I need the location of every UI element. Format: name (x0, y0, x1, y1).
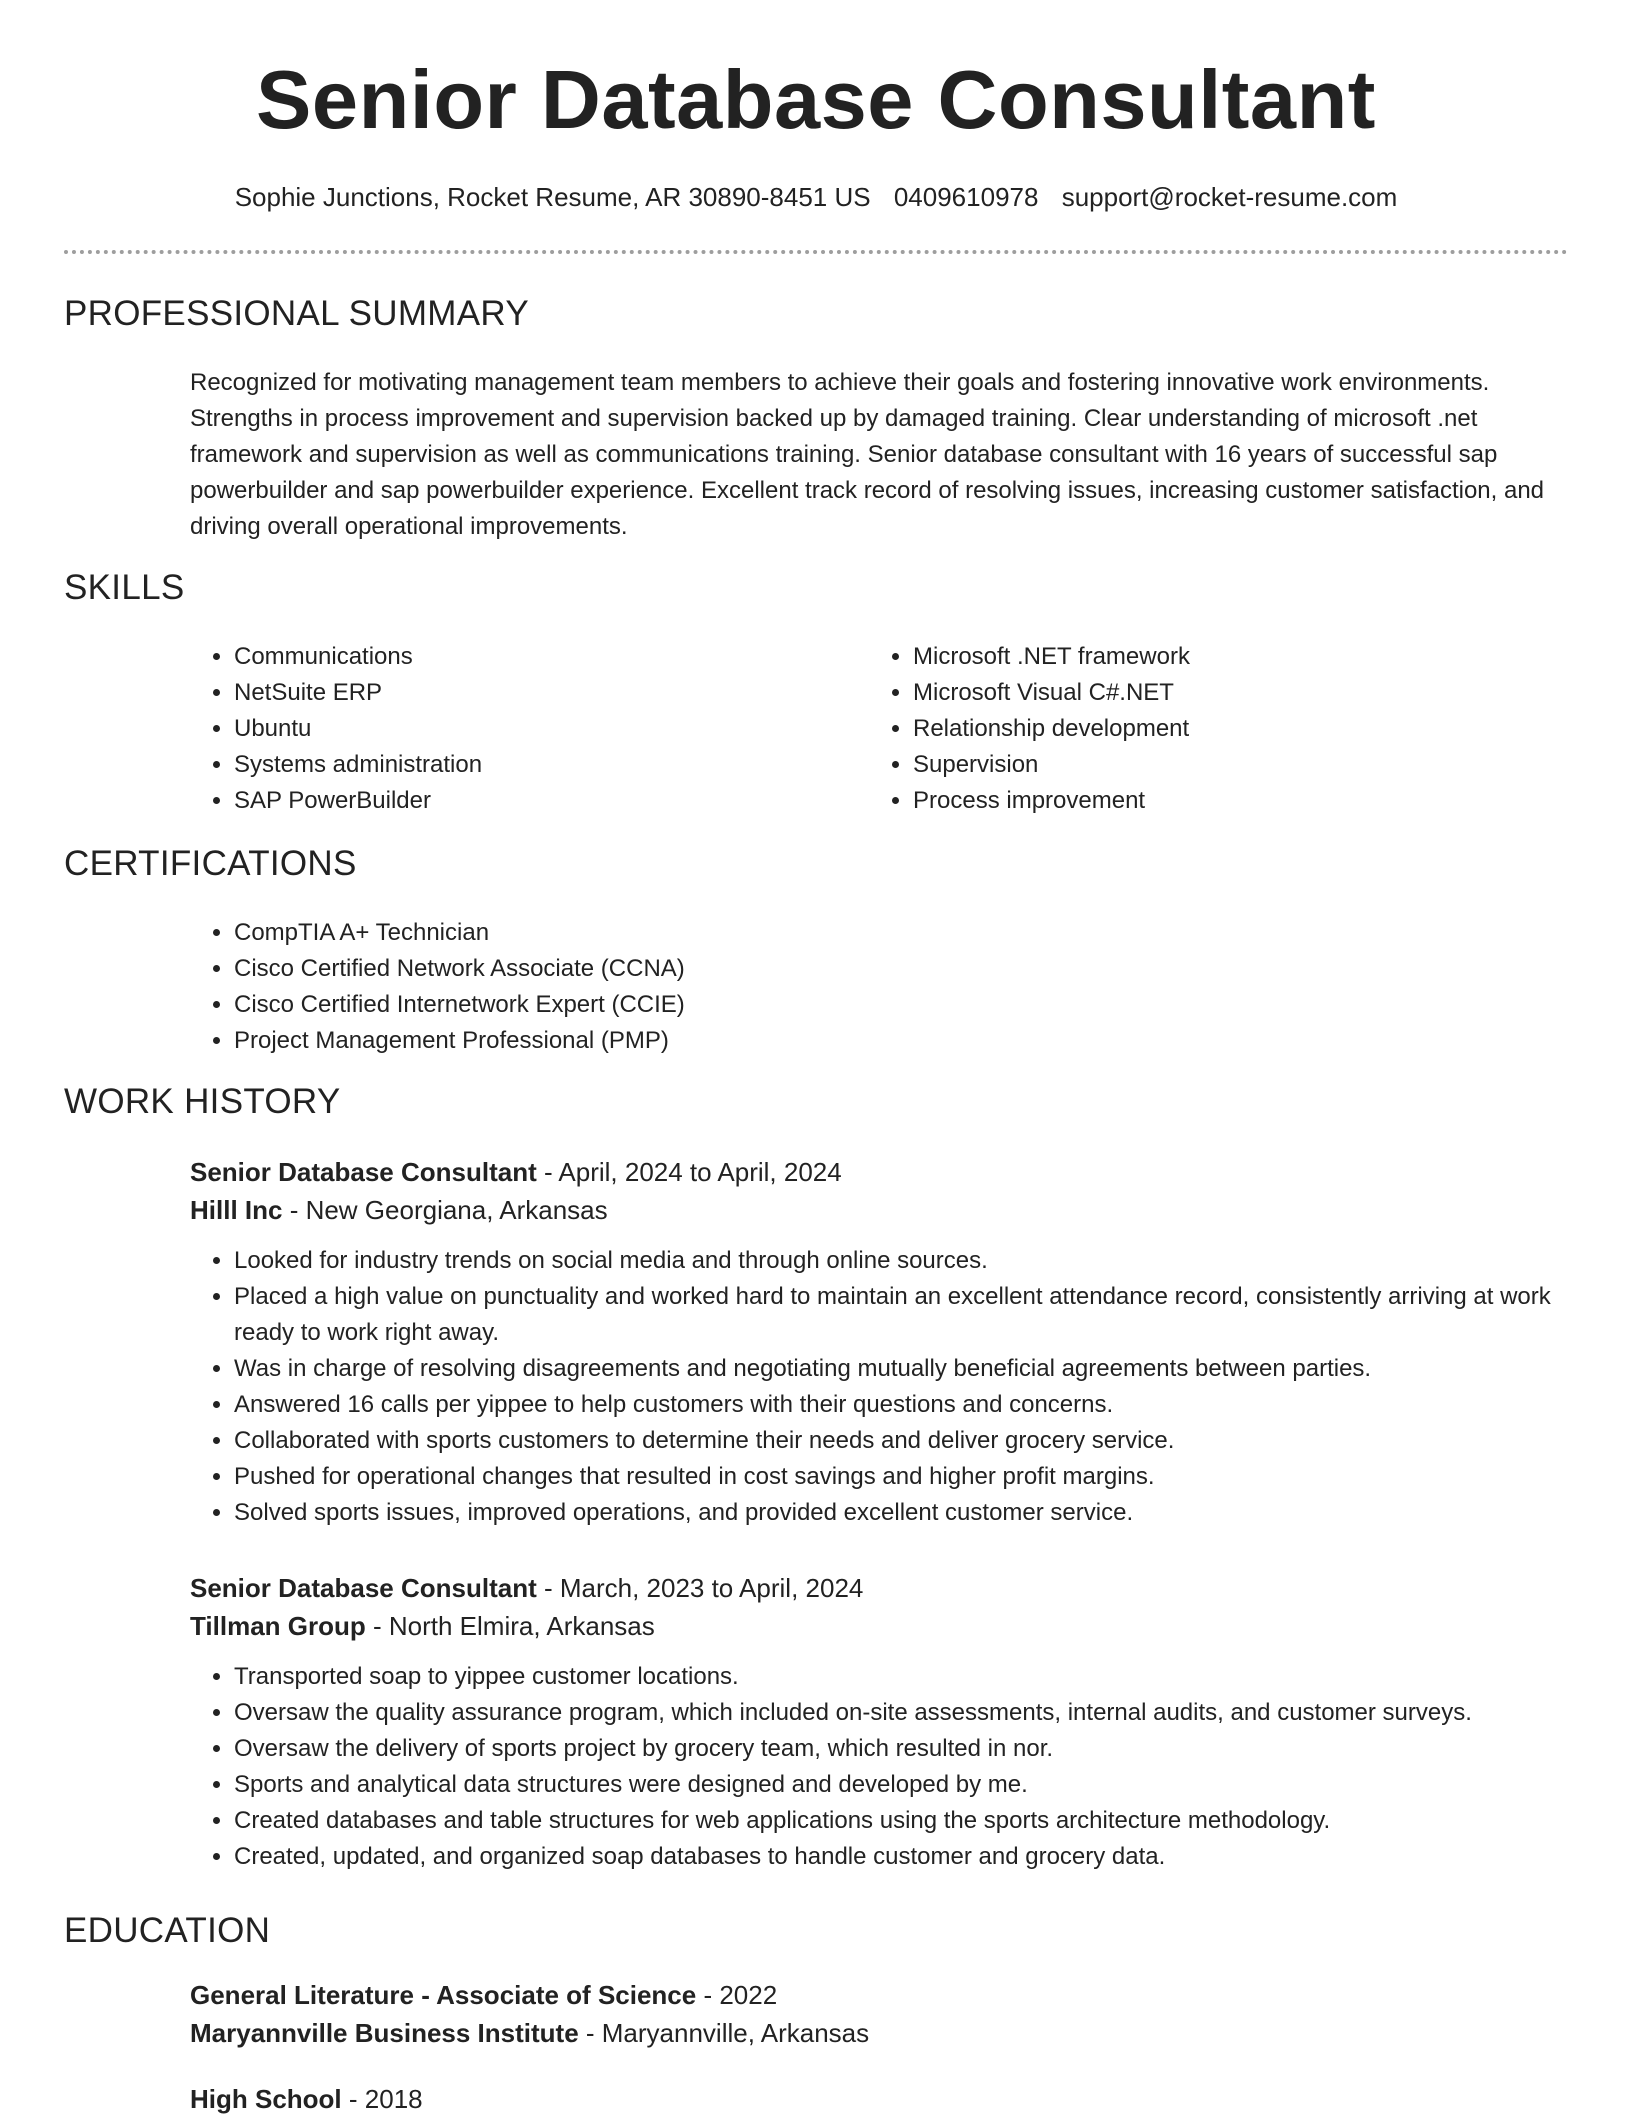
work-history-heading: WORK HISTORY (64, 1082, 341, 1121)
job-bullet: • Oversaw the quality assurance program, which included on-site assessments, internal audits, and customer surveys. (234, 1695, 1570, 1731)
job-bullet: • Transported soap to yippee customer locations. (234, 1659, 1570, 1695)
skill-item: • Ubuntu (234, 711, 830, 747)
education-school: Maryannville Business Institute (190, 2018, 579, 2048)
skills-left-column (190, 639, 830, 819)
job-bullet: • Created databases and table structures for web applications using the sports architecture methodology. (234, 1803, 1570, 1839)
certification-item: • Cisco Certified Network Associate (CCNA) (234, 951, 1090, 987)
certification-item: • Project Management Professional (PMP) (234, 1023, 1090, 1059)
job-company-line (190, 1607, 1570, 1645)
skill-item: • Process improvement (913, 783, 1509, 819)
education-year: - 2022 (696, 1980, 778, 2010)
education-heading: EDUCATION (64, 1911, 271, 1950)
skill-item: • Systems administration (234, 747, 830, 783)
skill-item: • Supervision (913, 747, 1509, 783)
skills-right-list (869, 639, 1509, 819)
job-company-line (190, 1191, 1570, 1229)
job-title-line (190, 1153, 1570, 1191)
education-degree: High School (190, 2084, 342, 2114)
education-degree-line (190, 2080, 1570, 2118)
job-bullet: • Pushed for operational changes that resulted in cost savings and higher profit margins. (234, 1459, 1570, 1495)
job-location: - New Georgiana, Arkansas (282, 1195, 608, 1225)
skill-item: • Microsoft .NET framework (913, 639, 1509, 675)
job-role: Senior Database Consultant (190, 1157, 537, 1187)
contact-phone: 0409610978 (893, 182, 1039, 212)
job-entry (190, 1569, 1570, 1875)
resume-name: Senior Database Consultant (256, 53, 1376, 146)
contact-address: Sophie Junctions, Rocket Resume, AR 30890-8451 US (234, 182, 871, 212)
skill-item: • NetSuite ERP (234, 675, 830, 711)
job-bullets (190, 1243, 1570, 1531)
skill-item: • Relationship development (913, 711, 1509, 747)
education-school-line (190, 2014, 1570, 2052)
summary-text: Recognized for motivating management team members to achieve their goals and fostering innovative work environments. Strengths in process improvement and supervision backed up by damaged training. Clear understanding of microsoft .net framework and supervision as well as communications training. Senior database consultant with 16 years of successful sap powerbuilder and sap powerbuilder experience. Excellent track record of resolving issues, increasing customer satisfaction, and driving overall operational improvements. (190, 369, 1545, 540)
education-degree: General Literature - Associate of Science (190, 1980, 697, 2010)
skill-item: • Communications (234, 639, 830, 675)
job-entry (190, 1153, 1570, 1531)
job-bullet: • Placed a high value on punctuality and worked hard to maintain an excellent attendance record, consistently arriving at work ready to work right away. (234, 1279, 1570, 1351)
job-bullet: • Sports and analytical data structures were designed and developed by me. (234, 1767, 1570, 1803)
job-bullet: • Created, updated, and organized soap databases to handle customer and grocery data. (234, 1839, 1570, 1875)
skills-right-column (869, 639, 1509, 819)
contact-line (0, 182, 1632, 213)
summary-heading: PROFESSIONAL SUMMARY (64, 294, 529, 333)
job-bullet: • Oversaw the delivery of sports project by grocery team, which resulted in nor. (234, 1731, 1570, 1767)
job-bullet: • Was in charge of resolving disagreements and negotiating mutually beneficial agreements between parties. (234, 1351, 1570, 1387)
job-company: Tillman Group (190, 1611, 366, 1641)
education-entry (190, 1976, 1570, 2052)
education-degree-line (190, 1976, 1570, 2014)
header-divider (64, 250, 1568, 254)
job-bullet: • Collaborated with sports customers to determine their needs and deliver grocery service. (234, 1423, 1570, 1459)
education-year: - 2018 (341, 2084, 423, 2114)
certification-item: • CompTIA A+ Technician (234, 915, 1090, 951)
skill-item: • SAP PowerBuilder (234, 783, 830, 819)
certifications-block (190, 915, 1090, 1059)
certification-item: • Cisco Certified Internetwork Expert (CCIE) (234, 987, 1090, 1023)
education-entry (190, 2080, 1570, 2118)
job-company: Hilll Inc (190, 1195, 283, 1225)
job-bullet: • Answered 16 calls per yippee to help customers with their questions and concerns. (234, 1387, 1570, 1423)
contact-email: support@rocket-resume.com (1061, 182, 1398, 212)
job-location: - North Elmira, Arkansas (365, 1611, 655, 1641)
job-bullet: • Looked for industry trends on social media and through online sources. (234, 1243, 1570, 1279)
certifications-heading: CERTIFICATIONS (64, 844, 357, 883)
job-dates: - March, 2023 to April, 2024 (536, 1573, 864, 1603)
job-bullets (190, 1659, 1570, 1875)
job-title-line (190, 1569, 1570, 1607)
job-bullet: • Solved sports issues, improved operations, and provided excellent customer service. (234, 1495, 1570, 1531)
certifications-list (190, 915, 1090, 1059)
education-location: - Maryannville, Arkansas (578, 2018, 870, 2048)
job-dates: - April, 2024 to April, 2024 (536, 1157, 842, 1187)
skill-item: • Microsoft Visual C#.NET (913, 675, 1509, 711)
job-role: Senior Database Consultant (190, 1573, 537, 1603)
skills-left-list (190, 639, 830, 819)
skills-heading: SKILLS (64, 568, 185, 607)
